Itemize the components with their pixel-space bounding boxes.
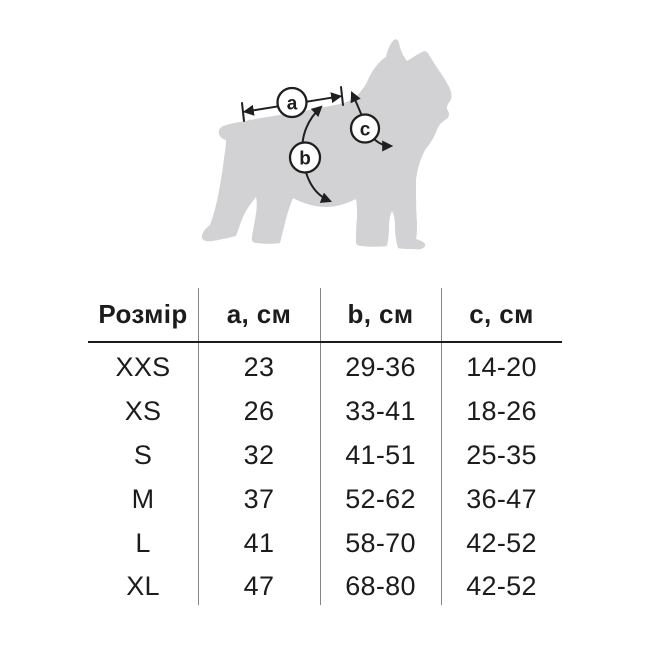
header-a: a, см	[226, 299, 292, 329]
marker-a-badge	[278, 88, 307, 117]
cell-b: 29-36	[345, 352, 416, 383]
table-row	[88, 390, 562, 434]
cell-size: L	[135, 527, 151, 558]
cell-a: 41	[243, 527, 275, 558]
dog-silhouette-image	[202, 39, 452, 249]
header-c: c, см	[469, 299, 534, 329]
cell-a: 23	[243, 352, 275, 383]
table-row	[88, 565, 562, 609]
marker-c-badge	[351, 115, 379, 143]
marker-c-label: c	[359, 119, 371, 141]
dog-measurement-diagram	[0, 0, 650, 280]
cell-size: XL	[126, 571, 160, 602]
cell-a: 47	[243, 571, 275, 602]
header-size: Розмір	[98, 299, 188, 329]
cell-c: 42-52	[466, 527, 537, 558]
cell-a: 26	[243, 396, 275, 427]
header-b: b, см	[347, 299, 414, 329]
cell-c: 25-35	[466, 439, 537, 470]
cell-b: 58-70	[345, 527, 416, 558]
cell-c: 14-20	[466, 352, 537, 383]
dimension-tick-left	[242, 103, 244, 121]
cell-c: 18-26	[466, 396, 537, 427]
header-rule	[88, 341, 562, 343]
table-row	[88, 434, 562, 478]
size-table	[88, 288, 562, 610]
cell-a: 37	[243, 483, 275, 514]
cell-c: 42-52	[466, 571, 537, 602]
table-header-row	[88, 288, 562, 341]
cell-b: 52-62	[345, 483, 416, 514]
cell-a: 32	[243, 439, 275, 470]
cell-b: 33-41	[345, 396, 416, 427]
dimension-tick-right	[341, 87, 343, 105]
table-row	[88, 521, 562, 565]
table-row	[88, 477, 562, 521]
cell-b: 41-51	[345, 439, 416, 470]
cell-c: 36-47	[466, 483, 537, 514]
cell-size: M	[131, 483, 155, 514]
cell-size: XXS	[115, 352, 171, 383]
marker-b-label: b	[299, 148, 311, 170]
marker-a-label: a	[286, 93, 298, 115]
cell-size: XS	[124, 396, 162, 427]
table-row	[88, 346, 562, 390]
table-body	[88, 346, 562, 609]
marker-b-badge	[290, 143, 320, 173]
cell-size: S	[133, 439, 153, 470]
cell-b: 68-80	[345, 571, 416, 602]
